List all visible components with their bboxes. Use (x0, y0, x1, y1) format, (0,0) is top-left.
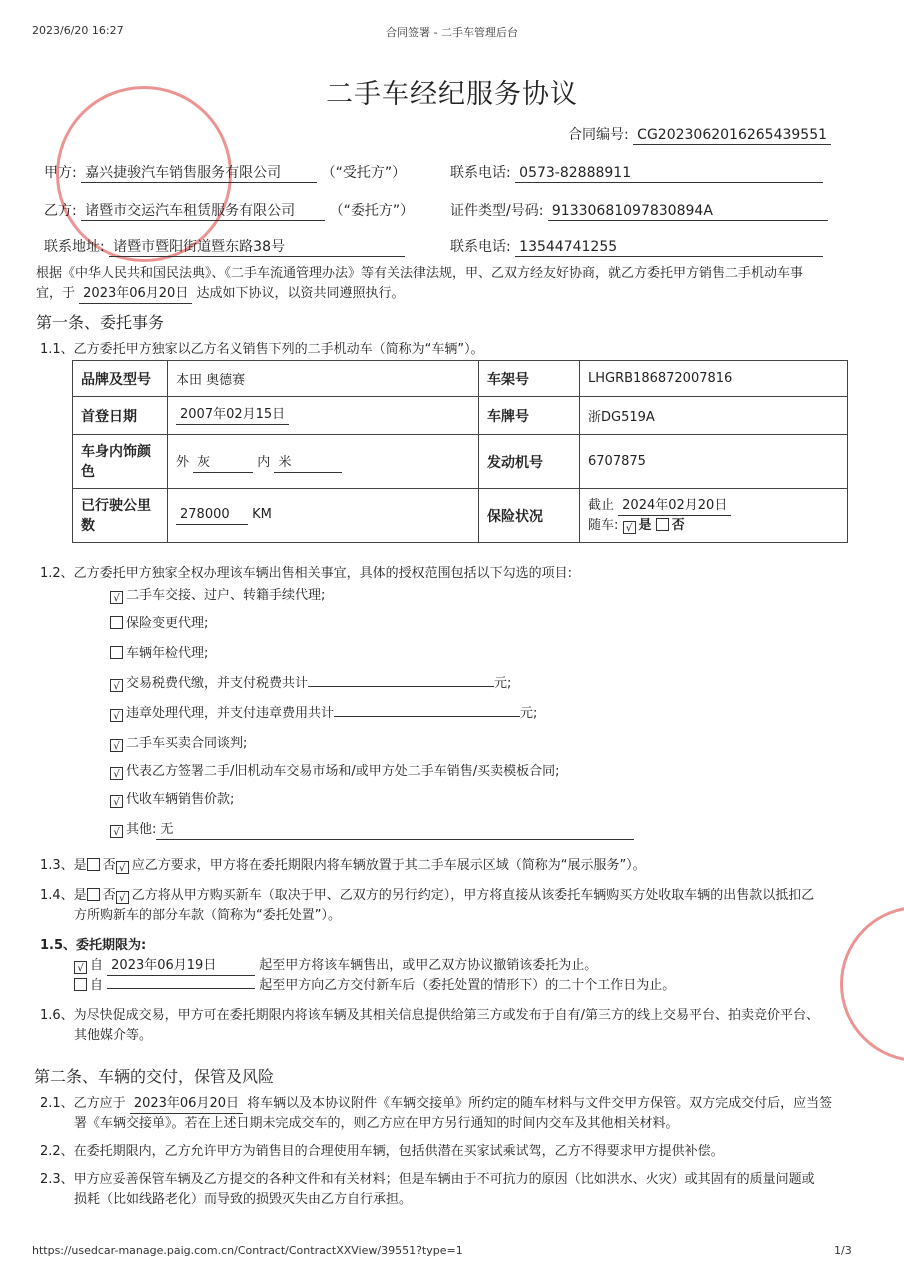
vin-value: LHGRB186872007816 (580, 361, 848, 397)
engine-value: 6707875 (580, 435, 848, 489)
phone-label: 联系电话: (450, 165, 511, 181)
preamble-date: 2023年06月20日 (79, 285, 192, 304)
with-car-no-checkbox (656, 518, 669, 531)
party-a-phone-row (450, 162, 823, 183)
clause-1-4-yes-checkbox (87, 888, 100, 901)
authorization-item-checkbox (110, 616, 123, 629)
party-a-row (44, 162, 406, 183)
clause-2-3: 2.3、甲方应妥善保管车辆及乙方提交的各种文件和有关材料；但是车辆由于不可抗力的原因（比如洪水、火灾）或其固有的质量问题或 (40, 1172, 815, 1187)
party-b-address-row (44, 236, 405, 257)
clause-1-1: 1.1、乙方委托甲方独家以乙方名义销售下列的二手机动车（简称为“车辆”）。 (40, 342, 484, 357)
mileage-label: 已行驶公里数 (73, 489, 168, 543)
authorization-item-checkbox: √ (110, 591, 123, 604)
mileage-value: 278000 (176, 506, 248, 525)
period-option-2-date (107, 988, 255, 989)
authorization-item (110, 762, 560, 782)
clause-1-5: 1.5、委托期限为: (40, 938, 147, 953)
authorization-item-checkbox: √ (110, 825, 123, 838)
party-b-label: 乙方: (44, 203, 77, 219)
authorization-item-checkbox: √ (110, 709, 123, 722)
ext-color-label: 外 (176, 454, 190, 470)
clause-1-4-line-2: 方所购新车的部分车款（简称为“委托处置”）。 (74, 908, 341, 923)
party-a-name: 嘉兴捷骏汽车销售服务有限公司 (81, 164, 317, 183)
clause-2-1-text-b: 将车辆以及本协议附件《车辆交接单》所约定的随车材料与文件交甲方保管。双方完成交付后，应当签 (247, 1096, 833, 1111)
clause-1-4-text: 乙方将从甲方购买新车（取决于甲、乙双方的另行约定），甲方将直接从该委托车辆购买方处收取车辆的出售款以抵扣乙 (131, 888, 815, 903)
vehicle-info-table (72, 360, 848, 543)
with-car-label: 随车: (588, 517, 619, 533)
insurance-until-label: 截止 (588, 497, 615, 513)
preamble-line-2 (36, 284, 404, 304)
period-option-1-from: 自 (90, 958, 104, 973)
contract-number-row (568, 124, 831, 145)
print-page-title: 合同签署 - 二手车管理后台 (386, 26, 518, 39)
color-label: 车身内饰颜色 (73, 435, 168, 489)
clause-1-4-no-checkbox: √ (116, 891, 129, 904)
party-a-phone: 0573-82888911 (515, 164, 823, 183)
footer-url[interactable]: https://usedcar-manage.paig.com.cn/Contract/ContractXXView/39551?type=1 (32, 1244, 463, 1257)
period-option-2-text: 起至甲方向乙方交付新车后（委托处置的情形下）的二十个工作日为止。 (259, 978, 676, 993)
document-title: 二手车经纪服务协议 (326, 79, 578, 110)
clause-2-2: 2.2、在委托期限内，乙方允许甲方为销售目的合理使用车辆，包括供潜在买家试乘试驾，乙方不得要求甲方提供补偿。 (40, 1144, 724, 1159)
id-label: 证件类型/号码: (450, 203, 544, 219)
reg-date-value: 2007年02月15日 (176, 406, 289, 425)
clause-1-4-yes: 1.4、是 (40, 888, 87, 903)
clause-2-1 (40, 1094, 832, 1114)
ext-color-value: 灰 (193, 454, 253, 473)
period-option-1-text: 起至甲方将该车辆售出，或甲乙双方协议撤销该委托为止。 (259, 958, 598, 973)
company-seal-stamp-edge (840, 906, 904, 1062)
yuan-unit: 元; (520, 706, 538, 721)
plate-value: 浙DG519A (580, 397, 848, 435)
mileage-unit: KM (252, 507, 272, 522)
clause-1-3-yes: 1.3、是 (40, 858, 87, 873)
authorization-item (110, 644, 208, 664)
amount-blank (308, 686, 494, 687)
vin-label: 车架号 (479, 361, 580, 397)
footer-page-number: 1/3 (834, 1244, 852, 1257)
preamble-text: 宜，于 (36, 286, 76, 301)
other-value: 无 (156, 821, 634, 840)
int-color-label: 内 (257, 454, 271, 470)
clause-1-4 (40, 886, 814, 906)
insurance-until-value: 2024年02月20日 (618, 497, 731, 516)
authorization-item-checkbox: √ (110, 795, 123, 808)
party-b-id: 91330681097830894A (548, 202, 828, 221)
authorization-item-checkbox: √ (110, 739, 123, 752)
clause-1-3-yes-checkbox (87, 858, 100, 871)
party-a-role: （“受托方”） (321, 165, 407, 181)
with-car-yes-checkbox: √ (623, 521, 636, 534)
authorization-item (110, 614, 208, 634)
authorization-item-label: 交易税费代缴，并支付税费共计 (126, 676, 309, 691)
period-option-1-checkbox: √ (74, 961, 87, 974)
int-color-value: 米 (274, 454, 342, 473)
party-b-id-row (450, 200, 828, 221)
engine-label: 发动机号 (479, 435, 580, 489)
clause-1-3-no: 否 (102, 858, 116, 873)
authorization-item-label: 代收车辆销售价款; (126, 792, 235, 807)
party-b-role: （“委托方”） (329, 203, 415, 219)
party-a-label: 甲方: (44, 165, 77, 181)
contract-number-label: 合同编号: (568, 127, 629, 143)
clause-1-3 (40, 856, 646, 876)
address-label: 联系地址: (44, 239, 105, 255)
party-b-address: 诸暨市暨阳街道暨东路38号 (109, 238, 405, 257)
authorization-item-label: 保险变更代理; (126, 616, 209, 631)
clause-1-6: 1.6、为尽快促成交易，甲方可在委托期限内将该车辆及其相关信息提供给第三方或发布于自有/第三方的线上交易平台、拍卖竞价平台、 (40, 1008, 820, 1023)
clause-2-1-line-2: 署《车辆交接单》。若在上述日期未完成交车的，则乙方应在甲方另行通知的时间内交车及其他相关材料。 (74, 1116, 679, 1131)
amount-blank (334, 716, 520, 717)
yes-label: 是 (638, 517, 652, 533)
clause-1-3-text: 应乙方要求，甲方将在委托期限内将车辆放置于其二手车展示区域（简称为“展示服务”）。 (131, 858, 646, 873)
authorization-item-label: 二手车交接、过户、转籍手续代理; (126, 588, 326, 603)
authorization-item-checkbox: √ (110, 767, 123, 780)
authorization-item-label: 二手车买卖合同谈判; (126, 736, 248, 751)
clause-1-2: 1.2、乙方委托甲方独家全权办理该车辆出售相关事宜，具体的授权范围包括以下勾选的项目: (40, 566, 573, 581)
insurance-label: 保险状况 (479, 489, 580, 543)
print-datetime: 2023/6/20 16:27 (32, 24, 124, 37)
phone-label-2: 联系电话: (450, 239, 511, 255)
preamble-line-1: 根据《中华人民共和国民法典》、《二手车流通管理办法》等有关法律法规，甲、乙双方经友好协商，就乙方委托甲方销售二手机动车事 (36, 266, 804, 281)
clause-1-5-option-1 (74, 956, 597, 976)
authorization-item-label: 代表乙方签署二手/旧机动车交易市场和/或甲方处二手车销售/买卖模板合同; (126, 764, 560, 779)
plate-label: 车牌号 (479, 397, 580, 435)
period-option-1-date: 2023年06月19日 (107, 957, 255, 976)
period-option-2-checkbox (74, 978, 87, 991)
authorization-item-checkbox (110, 646, 123, 659)
authorization-item (110, 586, 325, 606)
party-b-phone-row (450, 236, 823, 257)
clause-2-3-line-2: 损耗（比如线路老化）而导致的损毁灭失由乙方自行承担。 (74, 1192, 413, 1207)
yuan-unit: 元; (494, 676, 512, 691)
article-1-title: 第一条、委托事务 (36, 313, 165, 332)
authorization-item-label: 车辆年检代理; (126, 646, 209, 661)
authorization-item (110, 674, 511, 694)
authorization-item (110, 820, 634, 840)
no-label: 否 (671, 517, 685, 533)
clause-2-1-text-a: 2.1、乙方应于 (40, 1096, 126, 1111)
preamble-text-2: 达成如下协议，以资共同遵照执行。 (196, 286, 405, 301)
article-2-title: 第二条、车辆的交付，保管及风险 (34, 1067, 275, 1086)
period-option-2-from: 自 (90, 978, 104, 993)
party-b-name: 诸暨市交运汽车租赁服务有限公司 (81, 202, 325, 221)
authorization-item-checkbox: √ (110, 679, 123, 692)
authorization-item (110, 734, 247, 754)
authorization-item (110, 704, 537, 724)
party-b-row (44, 200, 414, 221)
authorization-item (110, 790, 234, 810)
party-b-phone: 13544741255 (515, 238, 823, 257)
reg-date-label: 首登日期 (73, 397, 168, 435)
contract-number: CG2023062016265439551 (633, 126, 831, 145)
authorization-item-label: 违章处理代理，并支付违章费用共计 (126, 706, 335, 721)
clause-1-6-line-2: 其他媒介等。 (74, 1028, 153, 1043)
handover-date: 2023年06月20日 (130, 1095, 243, 1114)
authorization-item-label: 其他: (126, 822, 157, 837)
brand-value: 本田 奥德赛 (168, 361, 479, 397)
brand-label: 品牌及型号 (73, 361, 168, 397)
clause-1-3-no-checkbox: √ (116, 861, 129, 874)
clause-1-4-no: 否 (102, 888, 116, 903)
clause-1-5-option-2 (74, 976, 675, 996)
